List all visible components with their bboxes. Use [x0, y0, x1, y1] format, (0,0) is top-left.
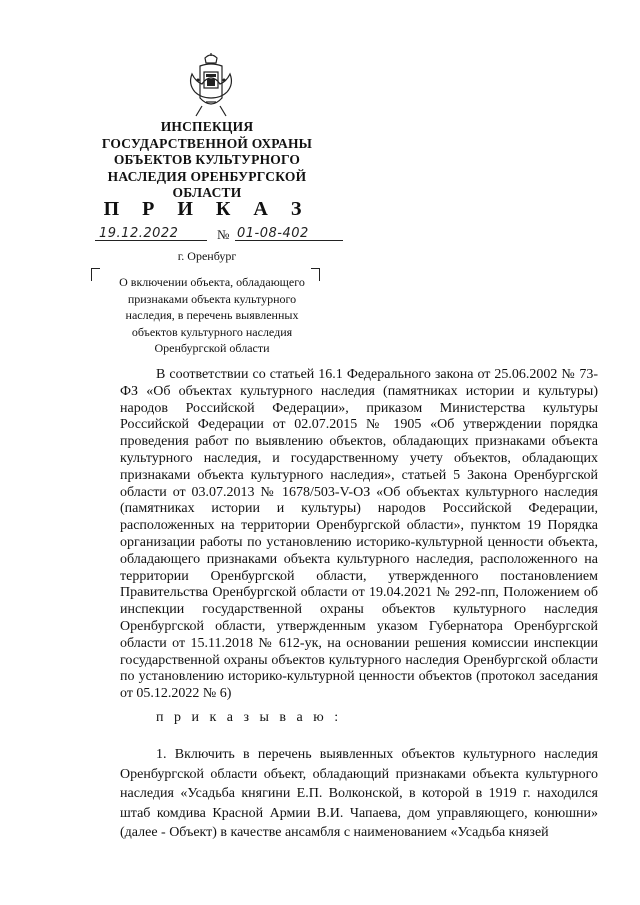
- city: г. Оренбург: [177, 249, 237, 263]
- preamble-paragraph: В соответствии со статьей 16.1 Федерального закона от 25.06.2002 № 73-ФЗ «Об объектах культурного наследия (памятниках истории и культуры) народов Российской Федерации», приказом Министерства культуры Российской Федерации от 02.07.2015 № 1905 «Об утверждении порядка проведения работ по выявлению объектов, обладающих признаками объекта культурного наследия, и государственному учету объектов, обладающих признаками объекта культурного наследия», статьей 5 Закона Оренбургской области от 03.07.2013 № 1678/503-V-ОЗ «Об объектах культурного наследия (памятниках истории и культуры) народов Российской Федерации, расположенных на территории Оренбургской области», пунктом 19 Порядка организации работы по установлению историко-культурной ценности объекта, обладающего признаками объекта культурного наследия, расположенного на территории Оренбургской области, утвержденного постановлением Правительства Оренбургской области от 19.04.2021 № 292-пп, Положением об инспекции государственной охраны объектов культурного наследия Оренбургской области, утвержденным указом Губернатора Оренбургской области от 15.11.2018 № 612-ук, на основании решения комиссии инспекции государственной охраны объектов культурного наследия Оренбургской области по установлению историко-культурной ценности объектов (протокол заседания от 05.12.2022 № 6): [120, 367, 598, 702]
- number-sign: №: [217, 227, 230, 242]
- issuing-authority: [95, 119, 319, 202]
- orders-word: п р и к а з ы в а ю :: [156, 710, 342, 725]
- org-line: ОБЪЕКТОВ КУЛЬТУРНОГО: [113, 152, 301, 167]
- subject-line: О включении объекта, обладающего: [119, 275, 305, 289]
- org-line: ИНСПЕКЦИЯ: [160, 119, 254, 134]
- order-item-1: [120, 745, 598, 843]
- preamble: [120, 367, 598, 703]
- document-type-title: П Р И К А З: [103, 198, 311, 220]
- order-item-text: 1. Включить в перечень выявленных объектов культурного наследия Оренбургской области объект, обладающий признаками объекта культурного наследия «Усадьба княгини Е.П. Волконской, в которой в 1919 г. находился штаб комдива Красной Армии В.И. Чапаева, дом управляющего, конюшни» (далее - Объект) в качестве ансамбля с наименованием «Усадьба князей: [120, 747, 598, 840]
- coat-of-arms-emblem: [186, 52, 236, 122]
- number-underline: [235, 240, 343, 241]
- document-subject: [100, 274, 324, 357]
- org-line: ОБЛАСТИ: [172, 185, 242, 200]
- date-number-line: [95, 226, 345, 244]
- org-line: НАСЛЕДИЯ ОРЕНБУРГСКОЙ: [107, 168, 307, 184]
- org-line: ГОСУДАРСТВЕННОЙ ОХРАНЫ: [101, 135, 313, 151]
- handwritten-number: 01-08-402: [237, 226, 309, 241]
- subject-line: объектов культурного наследия: [131, 324, 293, 339]
- date-underline: [95, 240, 207, 241]
- subject-line: Оренбургской области: [154, 341, 270, 355]
- subject-line: признаками объекта культурного: [127, 291, 297, 306]
- subject-bracket-left: [91, 268, 100, 281]
- handwritten-date: 19.12.2022: [99, 226, 179, 241]
- subject-line: наследия, в перечень выявленных: [125, 308, 299, 322]
